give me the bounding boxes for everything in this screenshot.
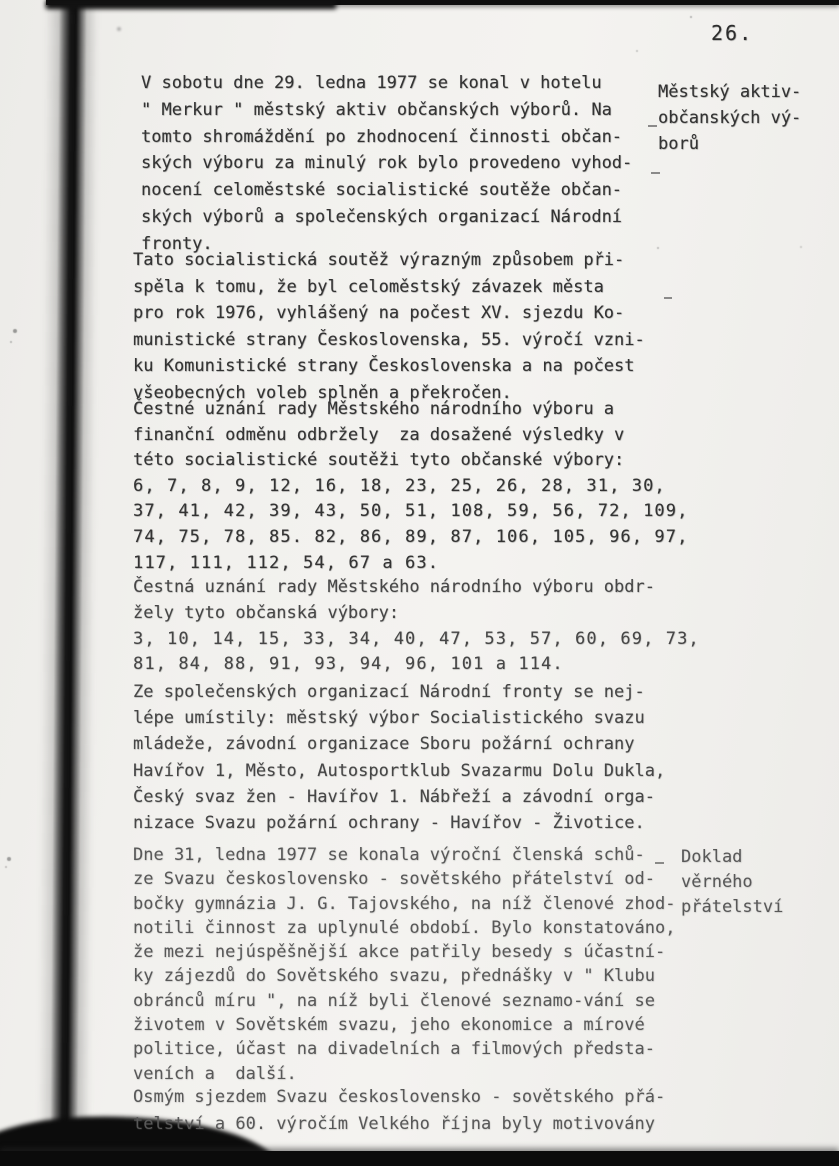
text-line: veních a další. [133,1063,297,1084]
committee-numbers-line: 3, 10, 14, 15, 33, 34, 40, 47, 53, 57, 60, 69, 73, [133,628,700,649]
text-line: Čestná uznání rady Městského národního výboru obdr- [133,577,655,597]
text-line: obránců míru ", na níž byli členové seznamo-vání se [133,990,655,1011]
text-line: životem v Sovětském svazu, jeho ekonomice a mírové [133,1015,645,1036]
margin-note-doklad-pratelstvi [681,845,783,920]
text-line: finanční odměnu odbržely za dosažené výsledky v [133,424,625,445]
margin-note-line: Městský aktiv- [658,82,802,102]
text-line: Ze společenských organizací Národní fronty se nej- [133,682,645,702]
text-line: mládeže, závodní organizace Sboru požární ochrany [133,734,635,755]
text-line: telství a 60. výročím Velkého října byly motivovány [133,1114,655,1134]
text-line: ze Svazu československo - sovětského přátelství od- [133,869,655,890]
margin-note-line: borů [658,134,699,155]
text-line: V sobotu dne 29. ledna 1977 se konal v hotelu [141,73,602,93]
margin-note-line: Doklad [681,847,743,867]
text-line: spěla k tomu, že byl celoměstský závazek města [133,276,604,297]
text-line: této socialistické soutěži tyto občanské výbory: [133,450,625,471]
text-line: Český svaz žen - Havířov 1. Nábřeží a závodní orga- [133,786,655,807]
text-line: ských výboru za minulý rok bylo provedeno vyhod- [141,153,633,174]
margin-note-line: občanských vý- [658,108,802,129]
text-line: tomto shromáždění po zhodnocení činnosti občan- [141,126,623,147]
paragraph-vyrocni-schuze [133,843,678,1086]
page-number: 26. [711,21,754,45]
text-line: žely tyto občanská výbory: [133,602,400,623]
text-line: lépe umístily: městský výbor Socialistického svazu [133,708,645,729]
text-line: pro rok 1976, vyhlášený na počest XV. sjezdu Ko- [133,303,625,324]
paragraph-aktiv-merkur [141,70,686,258]
text-line: bočky gymnázia J. G. Tajovského, na níž členové zhod- [133,893,676,914]
committee-numbers-line: 117, 111, 112, 54, 67 a 63. [133,552,440,573]
text-line: Havířov 1, Město, Autosportklub Svazarmu Dolu Dukla, [133,760,666,781]
paragraph-socialisticka-soutez [133,247,678,407]
text-line: " Merkur " městský aktiv občanských výborů. Na [141,99,612,120]
scan-edge-bottom [0,1151,839,1166]
text-line: Osmým sjezdem Svazu československo - sovětského přá- [133,1087,666,1107]
text-line: Tato socialistická soutěž výrazným způsobem při- [133,250,625,270]
text-line: Dne 31, ledna 1977 se konala výroční členská schů- [133,845,645,865]
text-line: politice, účast na divadelních a filmových předsta- [133,1039,655,1060]
text-line: fronty. [141,233,213,254]
paragraph-cestna-uznani [133,575,700,678]
paragraph-cestne-uznani-financni [133,397,689,576]
text-line: ských výborů a společenských organizací Národní [141,206,623,227]
paper-specks [0,0,2,2]
text-line: ku Komunistické strany Československa a na počest [133,356,635,377]
scan-edge-top [46,0,839,5]
text-line: nocení celoměstské socialistické soutěže občan- [141,180,623,201]
text-line: ky zájezdů do Sovětského svazu, přednášky v " Klubu [133,966,655,987]
text-line: munistické strany Československa, 55. výročí vzni- [133,329,645,350]
text-line: Čestné uznání rady Městského národního výboru a [133,399,615,419]
paragraph-spolecenske-organizace [133,679,678,836]
margin-note-line: věrného [681,872,753,892]
text-line: všeobecných voleb splněn a překročen. [133,382,512,403]
committee-numbers-line: 74, 75, 78, 85. 82, 86, 89, 87, 106, 105, 96, 97, [133,526,689,547]
margin-note-line: přátelství [681,897,784,917]
paragraph-osmy-sjezd [133,1084,678,1138]
text-line: že mezi nejúspěšnější akce patřily besedy s účastní- [133,942,666,963]
text-line: nizace Svazu požární ochrany - Havířov - Životice. [133,813,645,834]
committee-numbers-line: 6, 7, 8, 9, 12, 16, 18, 23, 25, 26, 28, 31, 30, [133,475,666,496]
committee-numbers-line: 37, 41, 42, 39, 43, 50, 51, 108, 59, 56, 72, 109, [133,501,689,522]
committee-numbers-line: 81, 84, 88, 91, 93, 94, 96, 101 a 114. [133,654,564,675]
text-line: notili činnost za uplynulé období. Bylo konstatováno, [133,917,676,938]
